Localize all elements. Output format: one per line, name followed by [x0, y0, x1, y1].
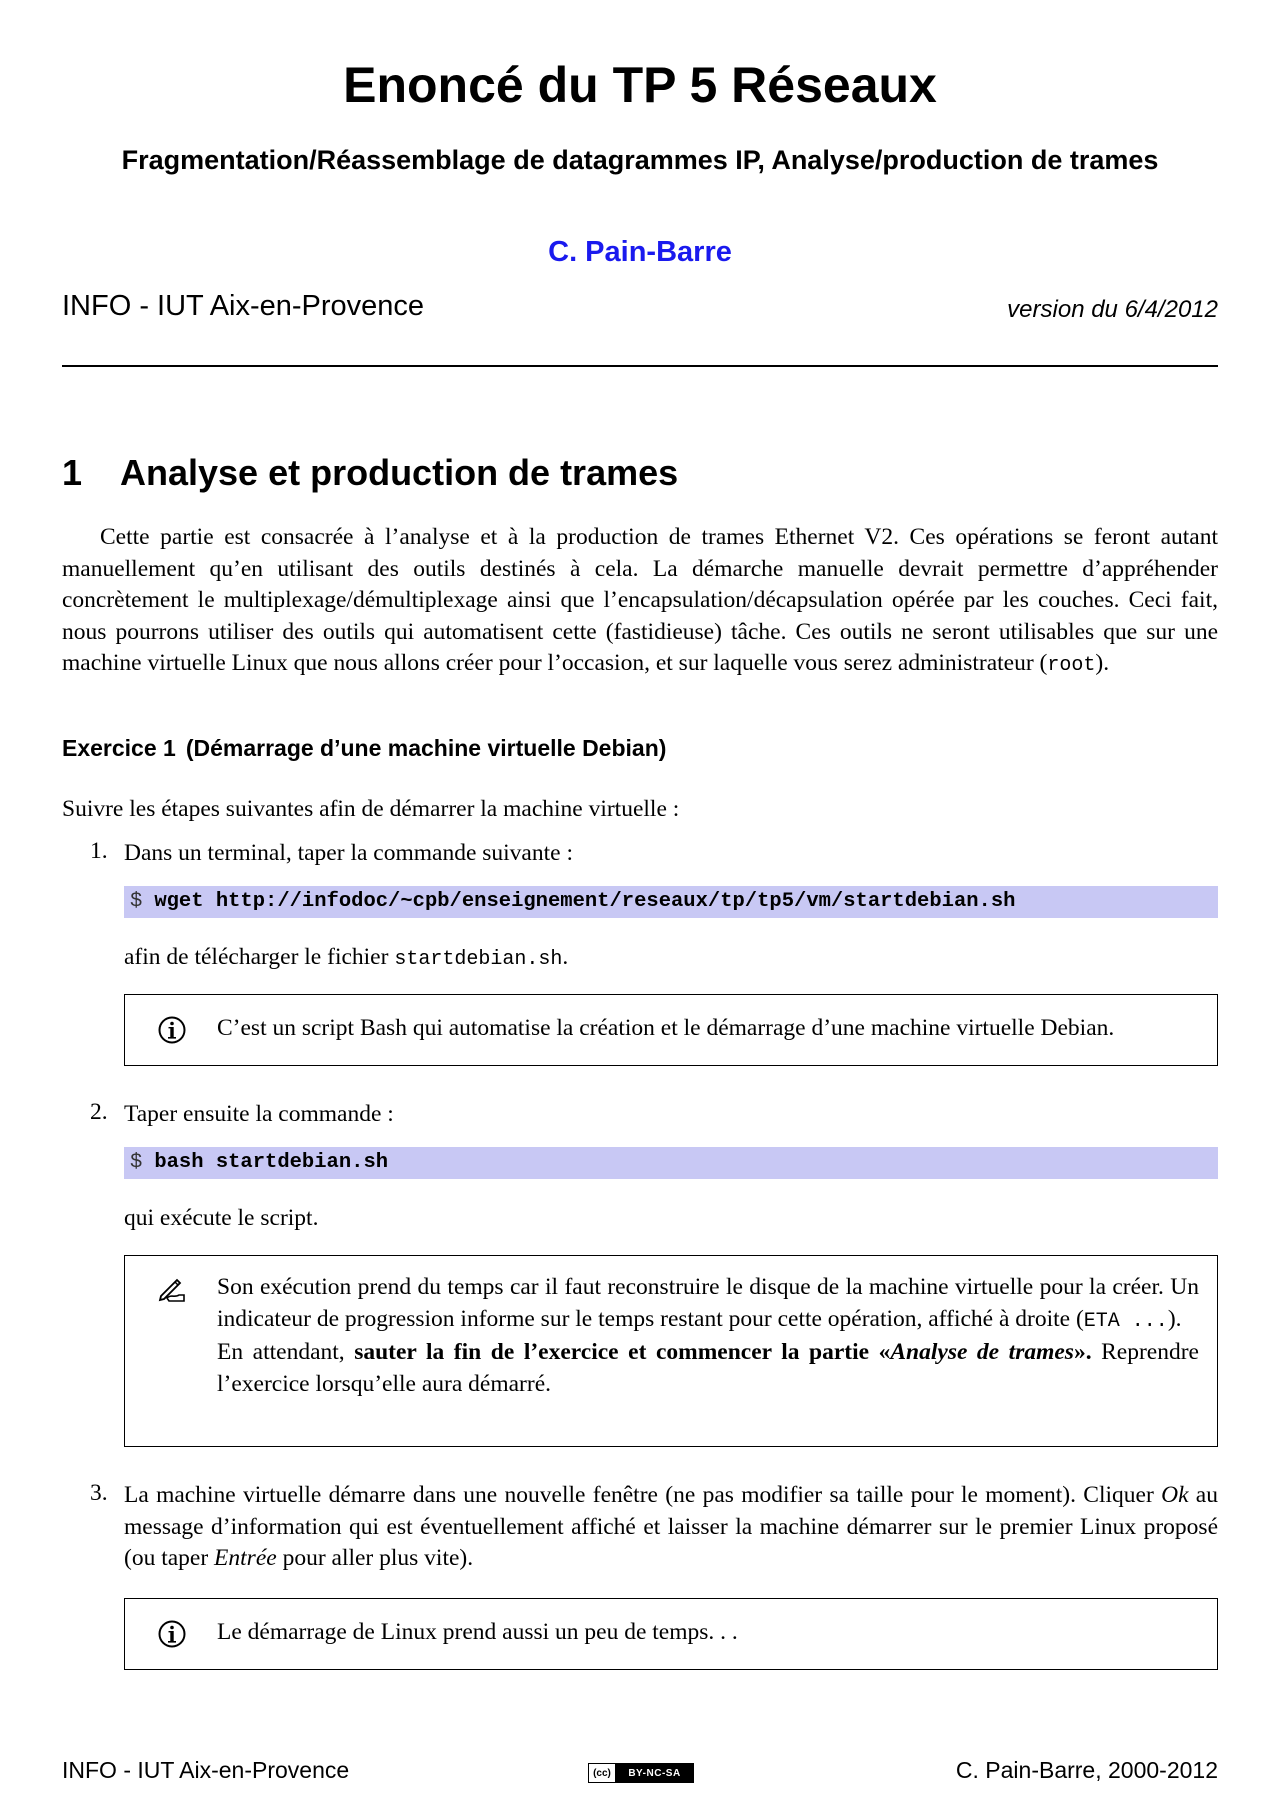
license-badge[interactable] — [588, 1763, 694, 1783]
note-text: C’est un script Bash qui automatise la création et le démarrage d’une machine virtuelle Debian. — [217, 1015, 1115, 1041]
command-text[interactable]: wget http://infodoc/~cpb/enseignement/reseaux/tp/tp5/vm/startdebian.sh — [154, 890, 1016, 913]
note-text: Son exécution prend du temps car il faut reconstruire le disque de la machine virtuelle pour la créer. Un indicateur de progression informe sur le temps restant pour cette opération, affiché à droite (ETA ...). En attendant, sauter la fin de l’exercice et commencer la partie «Analyse de trames». Reprendre l’exercice lorsqu’elle aura démarré. — [217, 1274, 1199, 1397]
step-followup: qui exécute le script. — [124, 1205, 319, 1231]
step-followup: afin de télécharger le fichier startdebian.sh. — [124, 944, 569, 971]
step-number: 3. — [90, 1480, 108, 1506]
writing-hand-icon — [157, 1274, 189, 1304]
step-text: La machine virtuelle démarre dans une nouvelle fenêtre (ne pas modifier sa taille pour le moment). Cliquer Ok au message d’information qui est éventuellement affiché et laisser la machine démarrer sur le premier Linux proposé (ou taper Entrée pour aller plus vite). — [124, 1482, 1218, 1571]
inline-code-filename: startdebian.sh — [394, 948, 563, 971]
command-block[interactable] — [124, 1147, 1218, 1179]
inline-code-root: root — [1047, 654, 1096, 677]
license-label: BY-NC-SA — [616, 1764, 693, 1782]
exercise-label: Exercice 1 — [62, 735, 176, 761]
command-text[interactable]: bash startdebian.sh — [154, 1151, 389, 1174]
info-icon — [157, 1619, 187, 1649]
document-subtitle: Fragmentation/Réassemblage de datagrammes IP, Analyse/production de trames — [121, 145, 1159, 175]
exercise-heading — [62, 735, 666, 762]
step-text: Taper ensuite la commande : — [124, 1101, 394, 1127]
creative-commons-icon: (cc) — [589, 1764, 616, 1782]
note-text: Le démarrage de Linux prend aussi un peu de temps. . . — [217, 1619, 738, 1645]
author-name[interactable]: C. Pain-Barre — [548, 236, 732, 268]
shell-prompt: $ — [130, 890, 143, 913]
footer-copyright: C. Pain-Barre, 2000-2012 — [955, 1757, 1218, 1783]
inline-code-eta: ETA ... — [1083, 1309, 1168, 1333]
step-text: Dans un terminal, taper la commande suivante : — [124, 840, 573, 866]
step-number: 1. — [90, 838, 108, 864]
info-icon — [157, 1015, 187, 1045]
exercise-intro: Suivre les étapes suivantes afin de démarrer la machine virtuelle : — [62, 796, 680, 822]
document-title: Enoncé du TP 5 Réseaux — [343, 57, 937, 113]
section-title: Analyse et production de trames — [120, 452, 679, 493]
section-number: 1 — [62, 452, 83, 493]
command-block[interactable] — [124, 886, 1218, 918]
shell-prompt: $ — [130, 1151, 143, 1174]
warning-note — [124, 1255, 1218, 1447]
info-note — [124, 1598, 1218, 1670]
section-intro-paragraph: Cette partie est consacrée à l’analyse et à la production de trames Ethernet V2. Ces opérations se feront autant manuellement qu’en utilisant des outils destinés à cela. La démarche manuelle devrait permettre d’appréhender concrètement le multiplexage/démultiplexage ainsi que l’encapsulation/décapsulation opérée par les couches. Ceci fait, nous pourrons utiliser des outils qui automatisent cette (fastidieuse) tâche. Ces outils ne seront utilisables que sur une machine virtuelle Linux que nous allons créer pour l’occasion, et sur laquelle vous serez administrateur (root). — [62, 524, 1218, 677]
footer-organization: INFO - IUT Aix-en-Provence — [62, 1757, 350, 1783]
info-note — [124, 994, 1218, 1066]
exercise-title: (Démarrage d’une machine virtuelle Debian) — [185, 735, 667, 761]
section-heading — [62, 452, 678, 494]
step-number: 2. — [90, 1099, 108, 1125]
header-divider — [62, 365, 1218, 367]
document-page — [62, 0, 1218, 1811]
version-date: version du 6/4/2012 — [1007, 296, 1218, 323]
organization: INFO - IUT Aix-en-Provence — [62, 290, 425, 322]
